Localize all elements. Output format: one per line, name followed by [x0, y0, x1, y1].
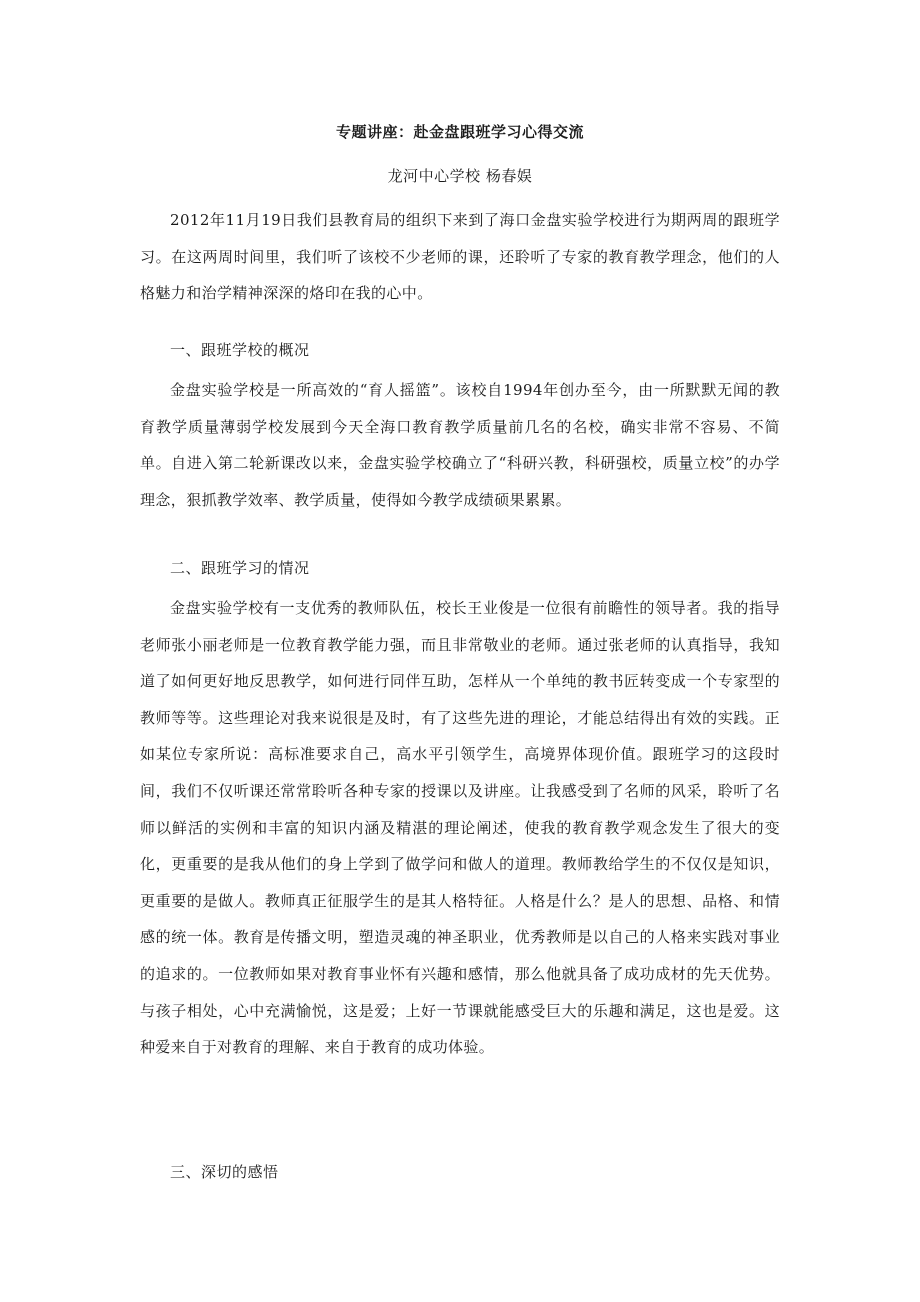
study-situation-paragraph: 金盘实验学校有一支优秀的教师队伍，校长王业俊是一位很有前瞻性的领导者。我的指导老师张小丽老师是一位教育教学能力强，而且非常敬业的老师。通过张老师的认真指导，我知道了如何更好地反思教学，如何进行同伴互助，怎样从一个单纯的教书匠转变成一个专家型的教师等等。这些理论对我来说很是及时，有了这些先进的理论，才能总结得出有效的实践。正如某位专家所说：高标准要求自己，高水平引领学生，高境界体现价值。跟班学习的这段时间，我们不仅听课还常常聆听各种专家的授课以及讲座。让我感受到了名师的风采，聆听了名师以鲜活的实例和丰富的知识内涵及精湛的理论阐述，使我的教育教学观念发生了很大的变化，更重要的是我从他们的身上学到了做学问和做人的道理。教师教给学生的不仅仅是知识，更重要的是做人。教师真正征服学生的是其人格特征。人格是什么？是人的思想、品格、和情感的统一体。教育是传播文明，塑造灵魂的神圣职业，优秀教师是以自己的人格来实践对事业的追求的。一位教师如果对教育事业怀有兴趣和感情，那么他就具备了成功成材的先天优势。与孩子相处，心中充满愉悦，这是爱；上好一节课就能感受巨大的乐趣和满足，这也是爱。这种爱来自于对教育的理解、来自于教育的成功体验。 — [140, 599, 780, 1057]
author-line: 龙河中心学校 杨春娱 — [387, 167, 533, 185]
section-heading-2: 二、跟班学习的情况 — [170, 559, 310, 577]
section-heading-3: 三、深切的感悟 — [170, 1163, 279, 1181]
school-overview-paragraph: 金盘实验学校是一所高效的“育人摇篮”。该校自1994年创办至今，由一所默默无闻的教育教学质量薄弱学校发展到今天全海口教育教学质量前几名的名校，确实非常不容易、不简单。自进入第二轮新课改以来，金盘实验学校确立了“科研兴教，科研强校，质量立校”的办学理念，狠抓教学效率、教学质量，使得如今教学成绩硕果累累。 — [140, 381, 780, 509]
document-title: 专题讲座：赴金盘跟班学习心得交流 — [335, 123, 584, 141]
section-heading-1: 一、跟班学校的概况 — [170, 341, 310, 359]
intro-paragraph: 2012年11月19日我们县教育局的组织下来到了海口金盘实验学校进行为期两周的跟班学习。在这两周时间里，我们听了该校不少老师的课，还聆听了专家的教育教学理念，他们的人格魅力和治学精神深深的烙印在我的心中。 — [140, 211, 780, 303]
